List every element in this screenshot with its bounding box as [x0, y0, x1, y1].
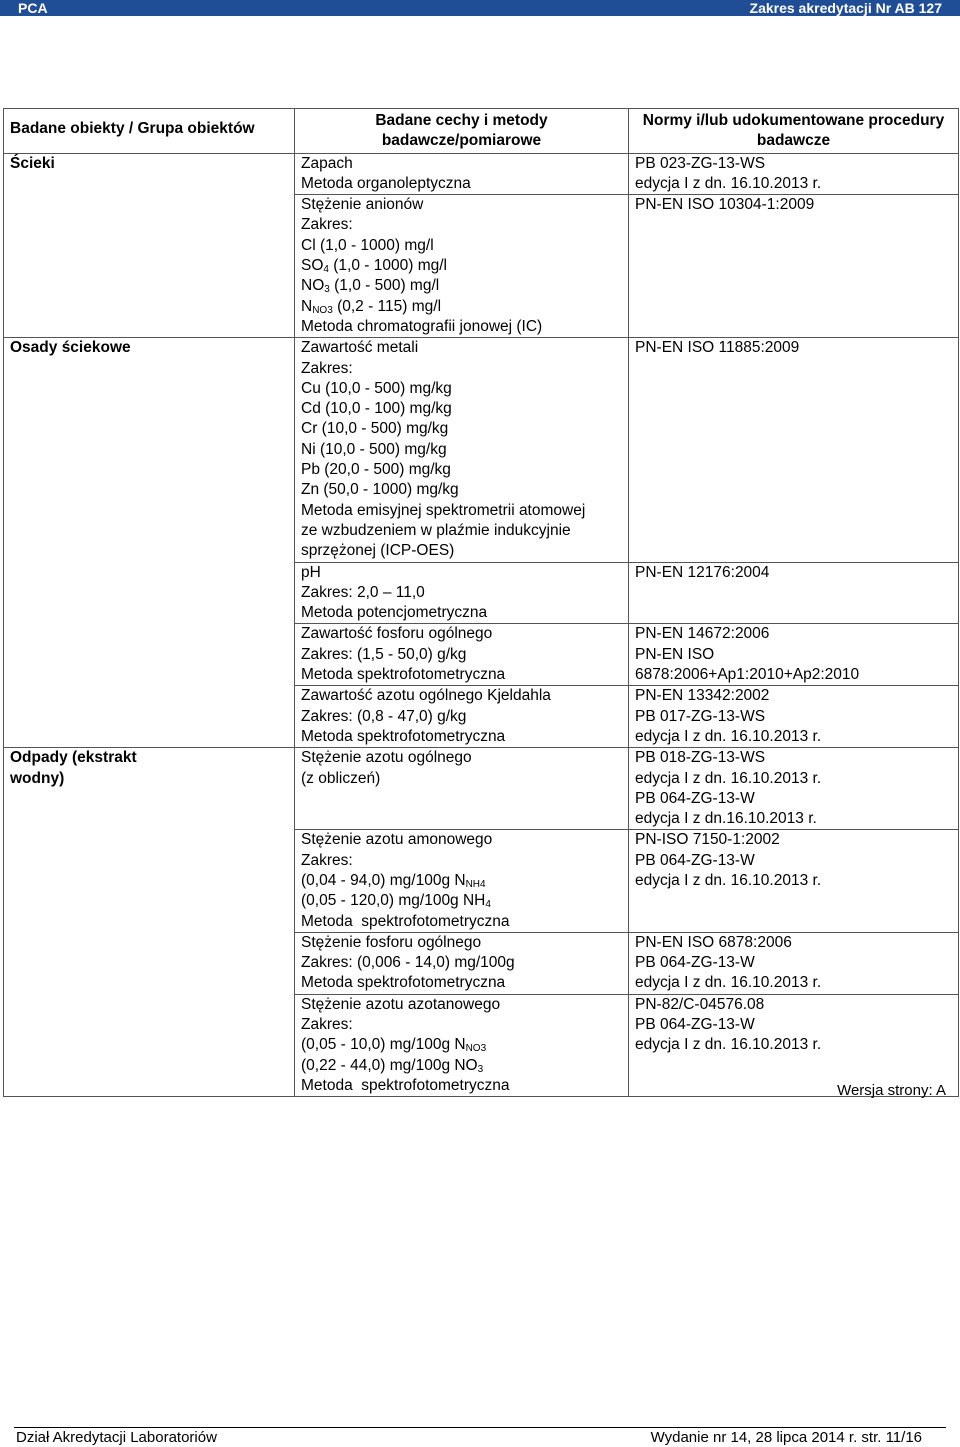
method-line: Metoda chromatografii jonowej (IC)	[301, 317, 543, 335]
norm-cell	[629, 153, 959, 195]
norm-line: PB 064-ZG-13-W	[635, 954, 755, 972]
accreditation-table	[3, 108, 959, 1097]
method-cell	[295, 830, 629, 932]
group-osady: Osady ściekowe	[4, 338, 295, 748]
method-line: Metoda spektrofotometryczna	[301, 1076, 510, 1094]
group-sciek: Ścieki	[4, 153, 295, 338]
method-line: ze wzbudzeniem w plaźmie indukcyjnie	[301, 521, 571, 539]
method-line	[301, 891, 622, 911]
formula-text: (1,0 - 500) mg/l	[329, 277, 440, 295]
method-cell	[295, 994, 629, 1096]
norm-line: edycja I z dn.16.10.2013 r.	[635, 810, 817, 828]
norm-line: PB 064-ZG-13-W	[635, 1016, 755, 1034]
formula-sub: 3	[477, 1063, 484, 1075]
spacer	[301, 789, 622, 809]
formula-text: (0,05 - 10,0) mg/100g N	[301, 1036, 466, 1054]
header-right: Zakres akredytacji Nr AB 127	[749, 0, 942, 16]
norm-cell	[629, 562, 959, 624]
norm-line: edycja I z dn. 16.10.2013 r.	[635, 174, 822, 192]
header-norms: Normy i/lub udokumentowane procedury badawcze	[629, 109, 959, 154]
method-line: Cl (1,0 - 1000) mg/l	[301, 236, 434, 254]
method-line: sprzężonej (ICP-OES)	[301, 542, 455, 560]
method-line: (z obliczeń)	[301, 769, 381, 787]
norm-line: 6878:2006+Ap1:2010+Ap2:2010	[635, 666, 860, 684]
formula-sub: NO3	[312, 304, 333, 316]
formula-text: (0,2 - 115) mg/l	[332, 297, 442, 315]
norm-cell	[629, 338, 959, 562]
footer-divider	[14, 1427, 946, 1428]
norm-line: PN-EN 12176:2004	[635, 563, 770, 581]
method-line: Metoda spektrofotometryczna	[301, 727, 506, 745]
formula-text: SO	[301, 257, 324, 275]
method-line	[301, 276, 622, 296]
formula-text: (0,04 - 94,0) mg/100g N	[301, 871, 466, 889]
method-line: Stężenie anionów	[301, 196, 424, 214]
method-line	[301, 256, 622, 276]
method-line: Metoda spektrofotometryczna	[301, 666, 506, 684]
formula-text: (0,05 - 120,0) mg/100g NH	[301, 892, 486, 910]
norm-line: edycja I z dn. 16.10.2013 r.	[635, 871, 822, 889]
method-cell	[295, 153, 629, 195]
method-line: Stężenie azotu ogólnego	[301, 749, 472, 767]
method-cell	[295, 624, 629, 686]
formula-text: (1,0 - 1000) mg/l	[328, 257, 447, 275]
method-line	[301, 1056, 622, 1076]
header-methods: Badane cechy i metody badawcze/pomiarowe	[295, 109, 629, 154]
method-line: Zakres:	[301, 1016, 353, 1034]
method-cell	[295, 748, 629, 830]
norm-line: PN-EN 14672:2006	[635, 625, 770, 643]
method-cell	[295, 338, 629, 562]
norm-line: PN-EN ISO 10304-1:2009	[635, 196, 815, 214]
norm-line: edycja I z dn. 16.10.2013 r.	[635, 727, 822, 745]
method-line: Zapach	[301, 154, 353, 172]
method-line: Metoda organoleptyczna	[301, 174, 471, 192]
formula-sub: 3	[324, 284, 330, 296]
norm-line: PN-EN ISO 11885:2009	[635, 339, 800, 357]
table-header-row	[4, 109, 959, 154]
method-line: pH	[301, 563, 321, 581]
header-objects: Badane obiekty / Grupa obiektów	[4, 109, 295, 154]
group-odpady	[4, 748, 295, 1097]
method-line: Zakres:	[301, 851, 353, 869]
norm-line: PB 064-ZG-13-W	[635, 789, 755, 807]
method-line: Zakres: (1,5 - 50,0) g/kg	[301, 645, 467, 663]
method-cell	[295, 932, 629, 994]
method-line: Zawartość metali	[301, 339, 419, 357]
norm-cell	[629, 932, 959, 994]
formula-text: NO	[301, 277, 325, 295]
norm-cell	[629, 195, 959, 338]
method-cell	[295, 686, 629, 748]
method-line: Metoda spektrofotometryczna	[301, 974, 506, 992]
norm-line: PB 023-ZG-13-WS	[635, 154, 766, 172]
page-version: Wersja strony: A	[837, 1082, 946, 1099]
formula-sub: NH4	[465, 878, 486, 890]
formula-sub: 4	[323, 264, 329, 276]
table-row	[4, 153, 959, 195]
method-line: Zakres: (0,006 - 14,0) mg/100g	[301, 954, 515, 972]
method-line: Stężenie azotu azotanowego	[301, 995, 501, 1013]
method-line: Cd (10,0 - 100) mg/kg	[301, 400, 452, 418]
method-line: Pb (20,0 - 500) mg/kg	[301, 461, 451, 479]
method-line: Metoda emisyjnej spektrometrii atomowej	[301, 501, 586, 519]
table-row	[4, 748, 959, 830]
norm-line: PN-ISO 7150-1:2002	[635, 831, 780, 849]
formula-sub: 4	[485, 899, 491, 911]
formula-text: (0,22 - 44,0) mg/100g NO	[301, 1056, 478, 1074]
header-bar	[0, 0, 960, 16]
method-cell	[295, 562, 629, 624]
method-line: Stężenie fosforu ogólnego	[301, 933, 482, 951]
norm-line: edycja I z dn. 16.10.2013 r.	[635, 1036, 822, 1054]
method-line	[301, 1035, 622, 1055]
method-line: Zakres:	[301, 216, 353, 234]
table-row	[4, 338, 959, 562]
norm-line: PN-EN 13342:2002	[635, 687, 770, 705]
method-line: Metoda potencjometryczna	[301, 604, 488, 622]
method-line	[301, 297, 622, 317]
method-line: Zawartość azotu ogólnego Kjeldahla	[301, 687, 551, 705]
method-line: Zakres: 2,0 – 11,0	[301, 583, 425, 601]
spacer	[301, 809, 622, 829]
method-line: Cu (10,0 - 500) mg/kg	[301, 379, 452, 397]
method-line: Zn (50,0 - 1000) mg/kg	[301, 481, 459, 499]
norm-cell	[629, 748, 959, 830]
norm-line: PB 018-ZG-13-WS	[635, 749, 766, 767]
norm-cell	[629, 624, 959, 686]
method-line: Metoda spektrofotometryczna	[301, 912, 510, 930]
norm-line: PB 064-ZG-13-W	[635, 851, 755, 869]
header-left: PCA	[18, 0, 48, 16]
norm-line: PB 017-ZG-13-WS	[635, 707, 766, 725]
method-line: Cr (10,0 - 500) mg/kg	[301, 420, 449, 438]
norm-cell	[629, 830, 959, 932]
method-line: Zawartość fosforu ogólnego	[301, 625, 493, 643]
group-odpady-label: Odpady (ekstrakt wodny)	[10, 749, 137, 787]
method-line: Stężenie azotu amonowego	[301, 831, 493, 849]
norm-cell	[629, 686, 959, 748]
formula-text: N	[301, 297, 313, 315]
method-line: Zakres: (0,8 - 47,0) g/kg	[301, 707, 467, 725]
footer-left: Dział Akredytacji Laboratoriów	[16, 1429, 217, 1446]
norm-line: PN-EN ISO 6878:2006	[635, 933, 792, 951]
method-line: Zakres:	[301, 359, 353, 377]
formula-sub: NO3	[465, 1043, 487, 1055]
method-cell	[295, 195, 629, 338]
norm-line: PN-82/C-04576.08	[635, 995, 765, 1013]
method-line	[301, 871, 622, 891]
norm-line: edycja I z dn. 16.10.2013 r.	[635, 769, 822, 787]
norm-line: PN-EN ISO	[635, 645, 715, 663]
method-line: Ni (10,0 - 500) mg/kg	[301, 440, 447, 458]
norm-line: edycja I z dn. 16.10.2013 r.	[635, 974, 822, 992]
footer-right: Wydanie nr 14, 28 lipca 2014 r. str. 11/16	[650, 1429, 922, 1446]
